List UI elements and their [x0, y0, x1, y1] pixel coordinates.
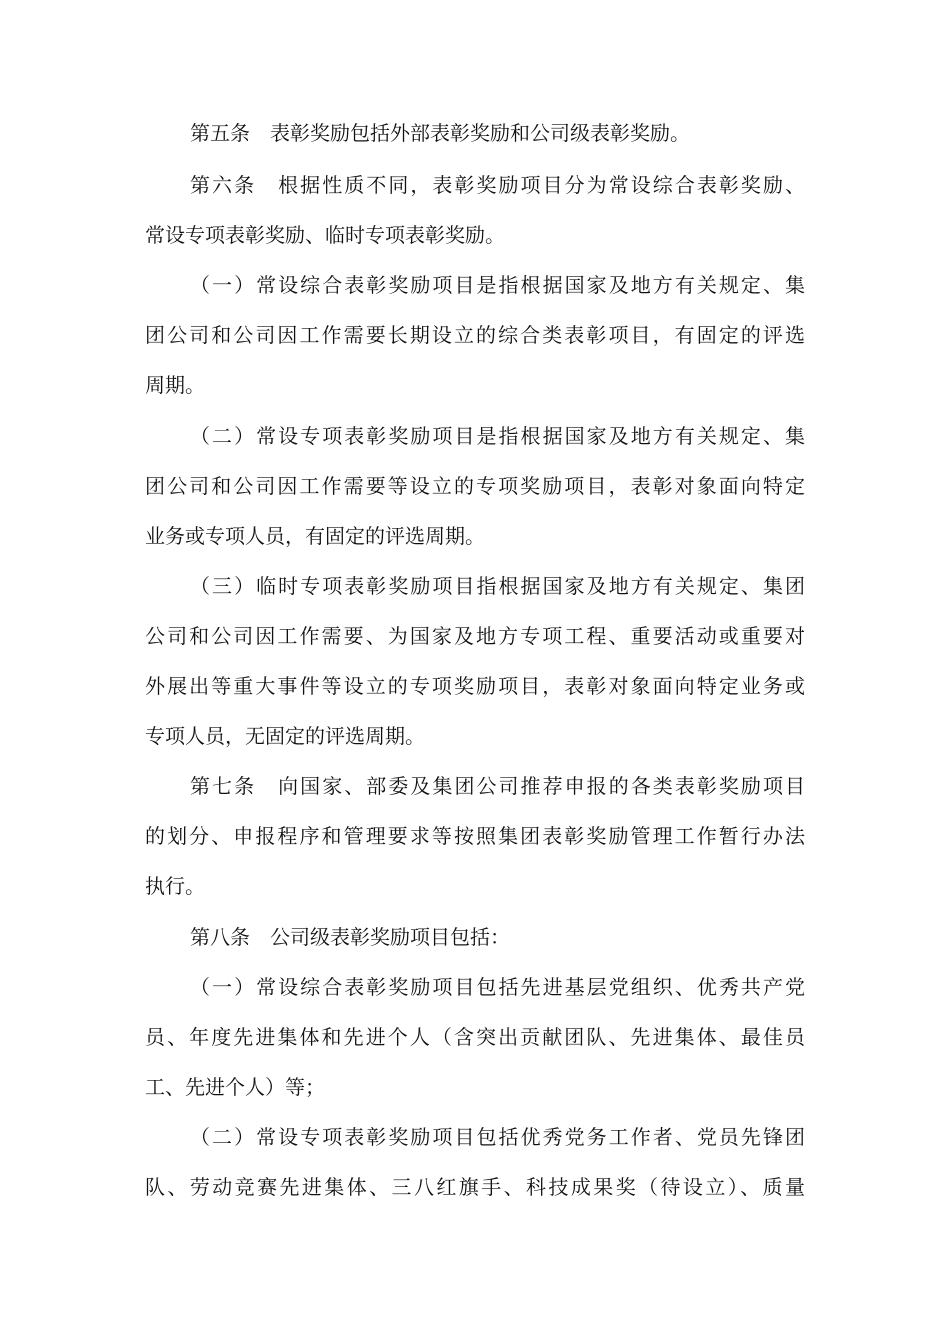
article-8-item-2-line-1: （二）常设专项表彰奖励项目包括优秀党务工作者、党员先锋团: [190, 1125, 805, 1149]
article-6-item-1-line-2: 团公司和公司因工作需要长期设立的综合类表彰项目，有固定的评选: [145, 323, 805, 347]
article-8-item-2-line-2: 队、劳动竞赛先进集体、三八红旗手、科技成果奖（待设立）、质量: [145, 1175, 805, 1199]
article-6-item-2-line-1: （二）常设专项表彰奖励项目是指根据国家及地方有关规定、集: [190, 424, 805, 448]
article-8-line-1: 第八条 公司级表彰奖励项目包括：: [190, 925, 510, 949]
article-7-line-1: 第七条 向国家、部委及集团公司推荐申报的各类表彰奖励项目: [190, 774, 805, 798]
article-6-item-3-line-3: 外展出等重大事件等设立的专项奖励项目，表彰对象面向特定业务或: [145, 674, 805, 698]
article-6-item-1-line-3: 周期。: [145, 373, 205, 397]
article-6-item-1-line-1: （一）常设综合表彰奖励项目是指根据国家及地方有关规定、集: [190, 273, 805, 297]
article-6-line-1: 第六条 根据性质不同，表彰奖励项目分为常设综合表彰奖励、: [190, 173, 805, 197]
article-6-item-3-line-4: 专项人员，无固定的评选周期。: [145, 724, 425, 748]
article-6-line-2: 常设专项表彰奖励、临时专项表彰奖励。: [145, 223, 505, 247]
article-6-item-2-line-2: 团公司和公司因工作需要等设立的专项奖励项目，表彰对象面向特定: [145, 474, 805, 498]
article-8-item-1-line-2: 员、年度先进集体和先进个人（含突出贡献团队、先进集体、最佳员: [145, 1025, 805, 1049]
article-8-item-1-line-3: 工、先进个人）等；: [145, 1075, 325, 1099]
article-5-line-1: 第五条 表彰奖励包括外部表彰奖励和公司级表彰奖励。: [190, 121, 690, 145]
article-6-item-3-line-1: （三）临时专项表彰奖励项目指根据国家及地方有关规定、集团: [190, 574, 805, 598]
article-6-item-3-line-2: 公司和公司因工作需要、为国家及地方专项工程、重要活动或重要对: [145, 624, 805, 648]
article-7-line-3: 执行。: [145, 874, 205, 898]
article-6-item-2-line-3: 业务或专项人员，有固定的评选周期。: [145, 524, 485, 548]
article-8-item-1-line-1: （一）常设综合表彰奖励项目包括先进基层党组织、优秀共产党: [190, 975, 805, 999]
article-7-line-2: 的划分、申报程序和管理要求等按照集团表彰奖励管理工作暂行办法: [145, 824, 805, 848]
